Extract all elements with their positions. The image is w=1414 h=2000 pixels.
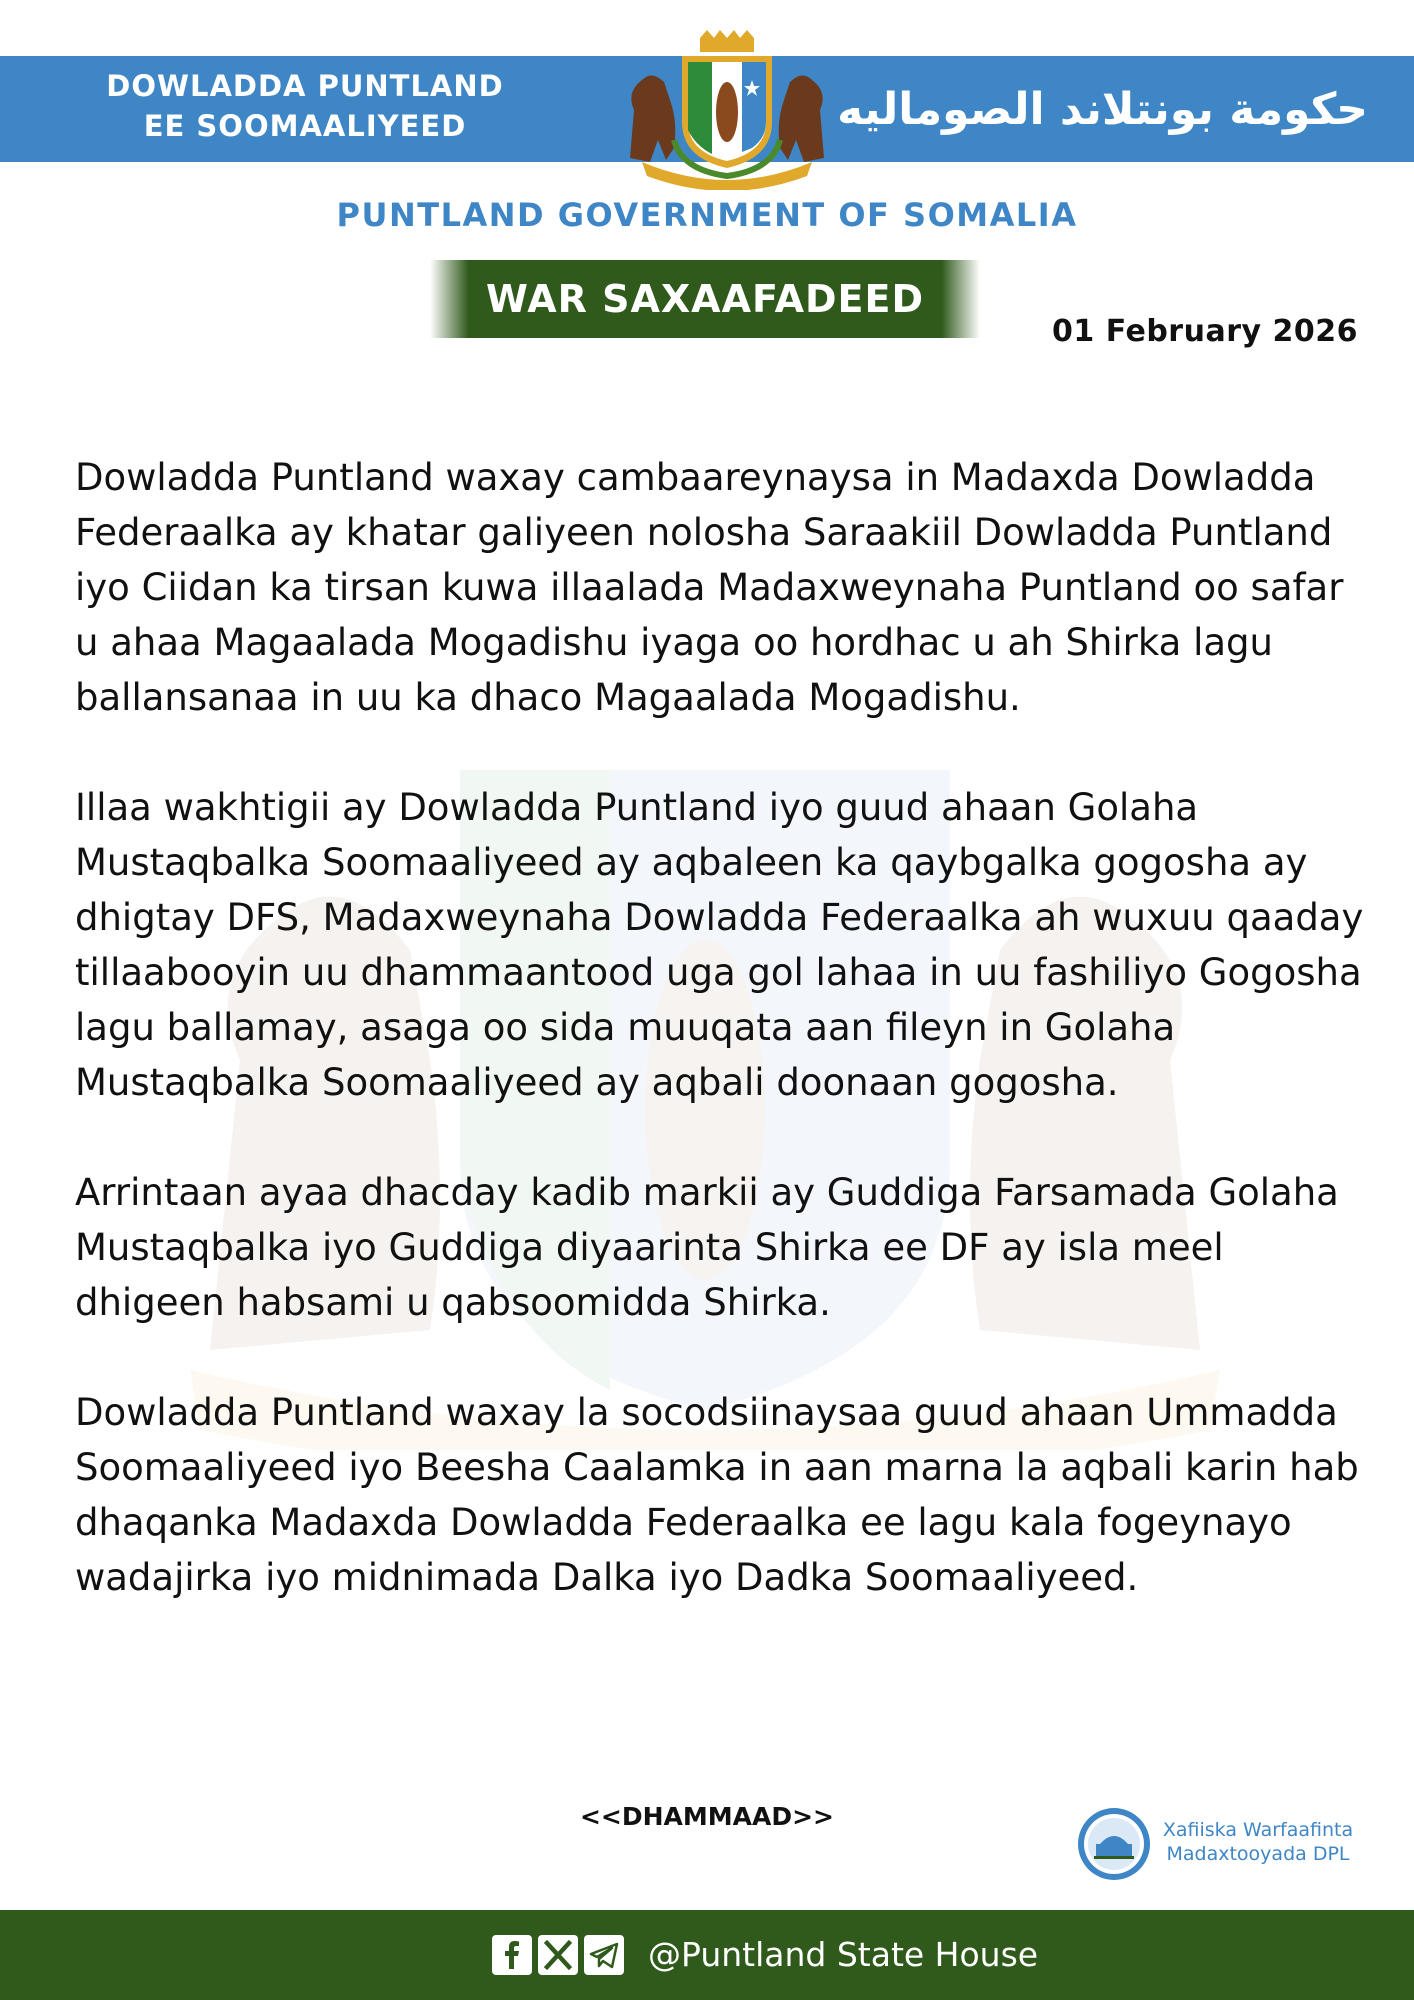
paragraph-1: Dowladda Puntland waxay cambaareynaysa in Madaxda Dowladda Federaalka ay khatar galiyeen nolosha Saraakiil Dowladda Puntland iyo Ciidan ka tirsan kuwa illaalada Madaxweynaha Puntland oo safar u ahaa Magaalada Mogadishu iyaga oo hordhac u ah Shirka lagu ballansanaa in uu ka dhaco Magaalada Mogadishu.: [75, 456, 1344, 719]
press-release-body: [75, 450, 1365, 1660]
header-somali-line2: EE SOOMAALIYEED: [143, 109, 467, 143]
paragraph-4: Dowladda Puntland waxay la socodsiinaysaa guud ahaan Ummadda Soomaaliyeed iyo Beesha Caalamka in aan marna la aqbali karin hab dhaqanka Madaxda Dowladda Federaalka ee lagu kala fogeynayo wadajirka iyo midnimada Dalka iyo Dadka Soomaaliyeed.: [75, 1391, 1359, 1599]
telegram-icon[interactable]: [584, 1935, 624, 1975]
office-line1: Xafiiska Warfaafinta: [1162, 1819, 1354, 1841]
end-mark: <<DHAMMAAD>>: [579, 1802, 835, 1831]
press-release-banner: [430, 260, 980, 338]
header-somali-line1: DOWLADDA PUNTLAND: [106, 69, 504, 103]
office-line2: Madaxtooyada DPL: [1166, 1843, 1350, 1865]
office-name: [1158, 1818, 1358, 1866]
page-subtitle: PUNTLAND GOVERNMENT OF SOMALIA: [336, 196, 1078, 234]
paragraph-2: Illaa wakhtigii ay Dowladda Puntland iyo guud ahaan Golaha Mustaqbalka Soomaaliyeed ay aqbaleen ka qaybgalka gogosha ay dhigtay DFS, Madaxweynaha Dowladda Federaalka ah wuxuu qaaday tillaabooyin uu dhammaantood uga gol lahaa in uu fashiliyo Gogosha lagu ballamay, asaga oo sida muuqata aan fileyn in Golaha Mustaqbalka Soomaaliyeed ay aqbali doonaan gogosha.: [75, 786, 1364, 1104]
x-icon[interactable]: [538, 1935, 578, 1975]
header-somali-title: [95, 66, 515, 146]
facebook-icon[interactable]: [492, 1935, 532, 1975]
coat-of-arms-emblem: [612, 30, 842, 190]
paragraph-3: Arrintaan ayaa dhacday kadib markii ay Guddiga Farsamada Golaha Mustaqbalka iyo Guddiga diyaarinta Shirka ee DF ay isla meel dhigeen habsami u qabsoomidda Shirka.: [75, 1171, 1339, 1324]
social-handle[interactable]: @Puntland State House: [648, 1935, 1039, 1974]
press-release-label: WAR SAXAAFADEED: [485, 277, 924, 321]
state-house-seal-icon: [1076, 1806, 1152, 1882]
release-date: 01 February 2026: [1052, 314, 1358, 349]
header-arabic-title: حكومة بونتلاند الصوماليه: [837, 84, 1368, 135]
